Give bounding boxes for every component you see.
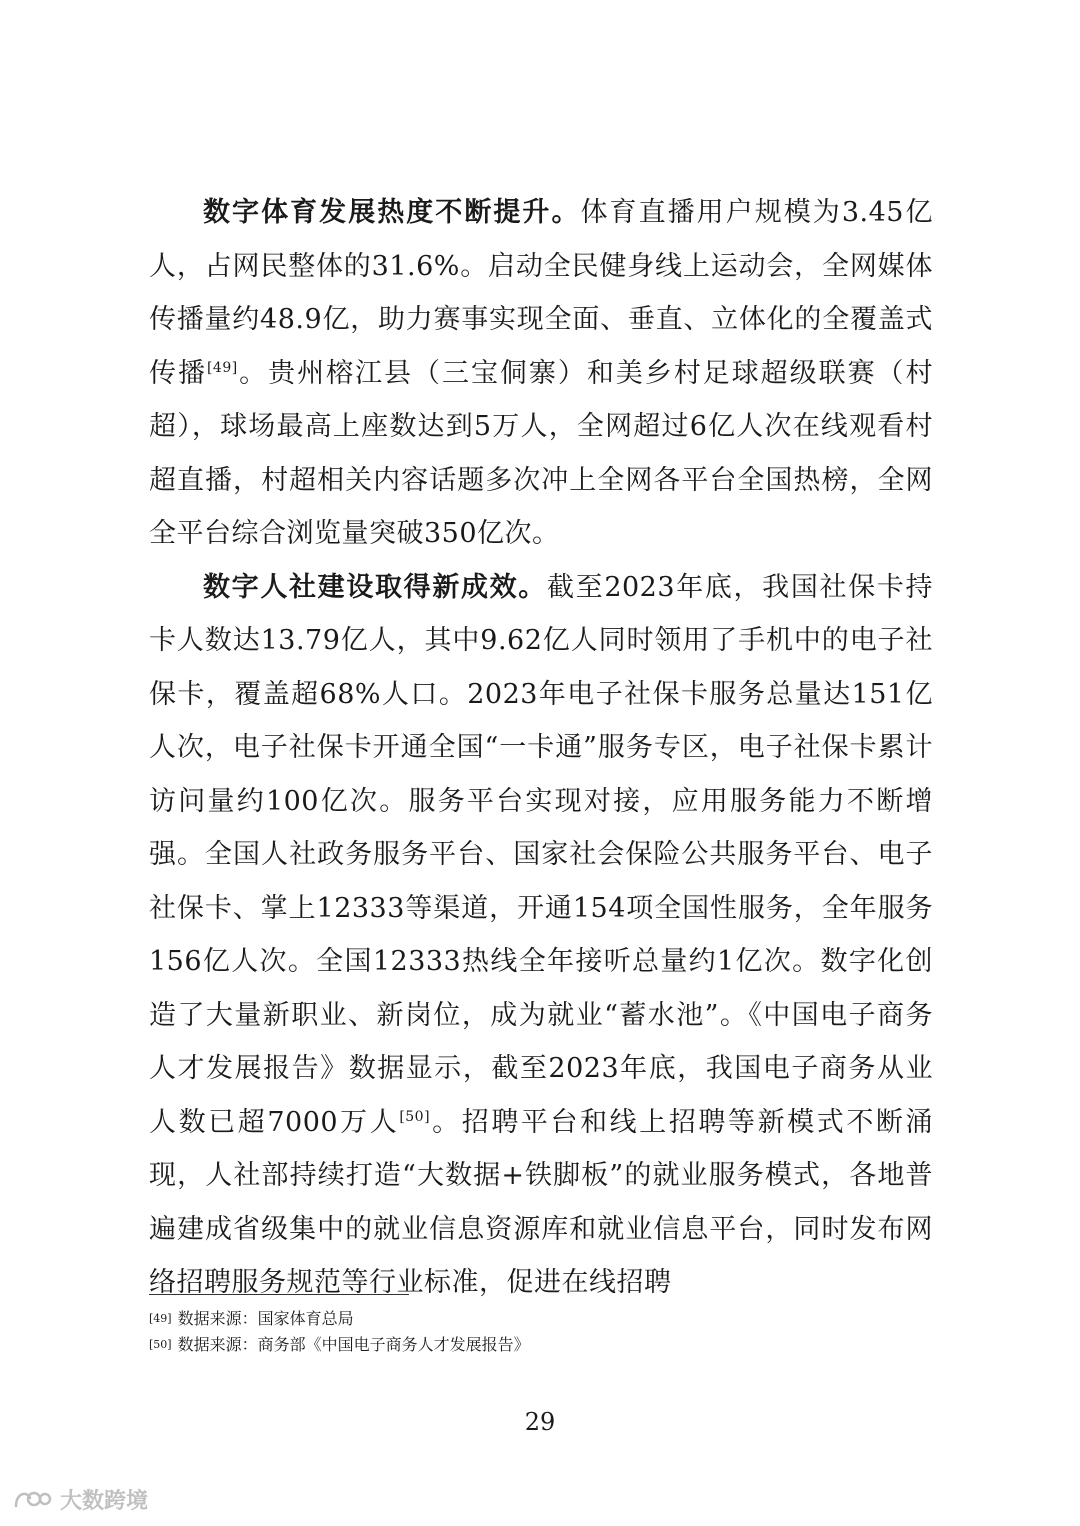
page-number: 29 bbox=[524, 1408, 556, 1436]
footnote-text: 数据来源：国家体育总局 bbox=[177, 1309, 354, 1328]
watermark-brand: 大数跨境 bbox=[60, 1488, 149, 1514]
footnote-50 bbox=[149, 1332, 933, 1358]
paragraph-text: 截至2023年底，我国社保卡持卡人数达13.79亿人，其中9.62亿人同时领用了手机中的电子社保卡，覆盖超68%人口。2023年电子社保卡服务总量达151亿人次，电子社保卡开通全国“一卡通”服务专区，电子社保卡累计访问量约100亿次。服务平台实现对接，应用服务能力不断增强。全国人社政务服务平台、国家社会保险公共服务平台、电子社保卡、掌上12333等渠道，开通154项全国性服务，全年服务156亿人次。全国12333热线全年接听总量约1亿次。数字化创造了大量新职业、新岗位，成为就业“蓄水池”。《中国电子商务人才发展报告》数据显示，截至2023年底，我国电子商务从业人数已超7000万人 bbox=[149, 571, 934, 1138]
paragraph-text: 体育直播用户规模为3.45亿人，占网民整体的31.6%。启动全民健身线上运动会，全网媒体传播量约48.9亿，助力赛事实现全面、垂直、立体化的全覆盖式传播 bbox=[149, 197, 933, 389]
footnote-49 bbox=[149, 1306, 933, 1332]
footnotes bbox=[149, 1306, 933, 1358]
paragraph-text: 。贵州榕江县（三宝侗寨）和美乡村足球超级联赛（村超），球场最高上座数达到5万人，全网超过6亿人次在线观看村超直播，村超相关内容话题多次冲上全网各平台全国热榜，全网全平台综合浏览量突破350亿次。 bbox=[149, 357, 934, 549]
paragraph-lead: 数字体育发展热度不断提升。 bbox=[203, 197, 581, 228]
footnote-mark: [50] bbox=[149, 1338, 172, 1351]
footnote-reference[interactable]: [50] bbox=[399, 1108, 431, 1125]
watermark bbox=[12, 1483, 148, 1515]
paragraph-text: 。招聘平台和线上招聘等新模式不断涌现，人社部持续打造“大数据+铁脚板”的就业服务模式，各地普遍建成省级集中的就业信息资源库和就业信息平台，同时发布网络招聘服务规范等行业标准，促进在线招聘 bbox=[149, 1106, 934, 1298]
body-text bbox=[149, 186, 933, 1310]
brand-logo-icon bbox=[12, 1486, 52, 1512]
footnote-mark: [49] bbox=[149, 1312, 172, 1325]
paragraph-digital-sports bbox=[149, 186, 933, 561]
footnote-divider bbox=[149, 1294, 409, 1295]
footnote-text: 数据来源：商务部《中国电子商务人才发展报告》 bbox=[177, 1335, 530, 1354]
paragraph-lead: 数字人社建设取得新成效。 bbox=[203, 571, 547, 603]
footnote-reference[interactable]: [49] bbox=[206, 359, 238, 376]
paragraph-digital-social-security bbox=[149, 561, 933, 1310]
